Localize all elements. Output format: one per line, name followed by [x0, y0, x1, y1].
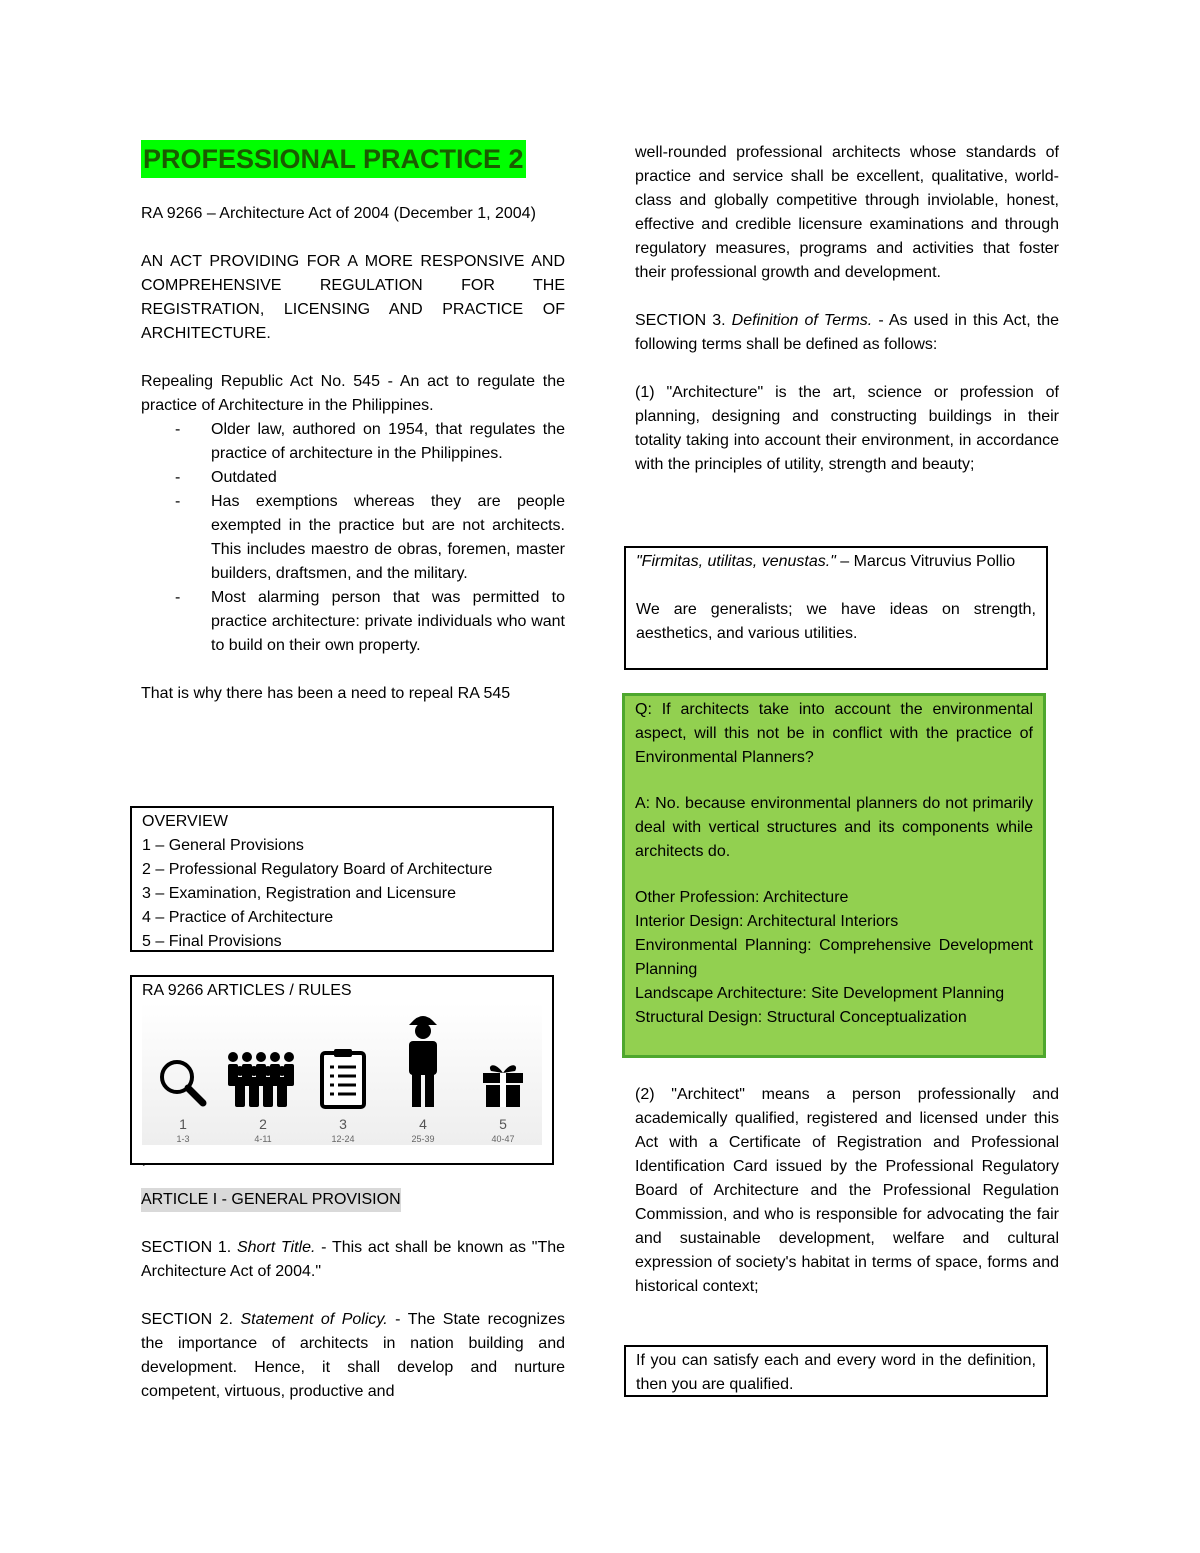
list-item: - Outdated [211, 466, 565, 490]
overview-item: 2 – Professional Regulatory Board of Architecture [142, 861, 493, 878]
section-1-text: - This act shall be known as "The Architecture Act of 2004." [141, 1239, 566, 1280]
stray-tick: ` [141, 1161, 146, 1177]
definition-1: (1) "Architecture" is the art, science or profession of planning, designing and constructing buildings in their totality taking into account their environment, in accordance with the principles of utility, strength and beauty; [635, 384, 1059, 473]
article-number: 4 [419, 1116, 427, 1132]
section-1 [141, 1236, 565, 1284]
act-title: AN ACT PROVIDING FOR A MORE RESPONSIVE AND COMPREHENSIVE REGULATION FOR THE REGISTRATION, LICENSING AND PRACTICE OF ARCHITECTURE. [141, 253, 565, 342]
section-2 [141, 1308, 565, 1404]
section-3-text: - As used in this Act, the following terms shall be defined as follows: [635, 312, 1060, 353]
repeal-intro: Repealing Republic Act No. 545 - An act to regulate the practice of Architecture in the Philippines. [141, 373, 565, 414]
qualified-box [624, 1345, 1048, 1397]
quote-author: – Marcus Vitruvius Pollio [835, 553, 1016, 570]
overview-heading: OVERVIEW [142, 813, 228, 830]
section-1-term: Short Title. [236, 1239, 316, 1256]
definition-2: (2) "Architect" means a person professionally and academically qualified, registered and licensed under this Act with a Certificate of Registration and Professional Identification Card issued by the Professional Regulatory Board of Architecture and the Professional Regulation Commission, and who is responsible for advocating the fair and sustainable development, welfare and cultural expression of society's habitat in terms of space, forms and historical context; [635, 1086, 1059, 1295]
qa-box [622, 693, 1046, 1058]
article-range: 12-24 [331, 1134, 355, 1144]
policy-continuation: well-rounded professional architects whose standards of practice and service shall be excellent, qualitative, world-class and globally competitive through inviolable, honest, effective and credible licensure examinations and through regulatory measures, programs and activities that foster their professional growth and development. [635, 144, 1059, 281]
qa-answer: A: No. because environmental planners do not primarily deal with vertical structures and its components while architects do. [635, 795, 1033, 860]
article-number: 5 [499, 1116, 507, 1132]
section-3-label: SECTION 3. [635, 312, 726, 329]
article-number: 1 [179, 1116, 187, 1132]
overview-box [130, 806, 554, 952]
left-lower-column [141, 1188, 565, 1404]
worker-with-hardhat-icon [403, 1009, 443, 1109]
section-3 [635, 309, 1059, 357]
list-item: - Has exemptions whereas they are people exempted in the practice but are not architects. This includes maestro de obras, foremen, master builders, draftsmen, and the military. [211, 490, 565, 586]
list-item: - Older law, authored on 1954, that regulates the practice of architecture in the Philippines. [211, 418, 565, 466]
overview-item: 3 – Examination, Registration and Licensure [142, 885, 456, 902]
article-heading: ARTICLE I - GENERAL PROVISION [141, 1188, 401, 1212]
qualified-note: If you can satisfy each and every word in the definition, then you are qualified. [636, 1352, 1036, 1393]
qa-question: Q: If architects take into account the environmental aspect, will this not be in conflict with the practice of Environmental Planners? [635, 701, 1033, 766]
article-range: 40-47 [491, 1134, 515, 1144]
article-5 [468, 1059, 538, 1145]
ra-line: RA 9266 – Architecture Act of 2004 (December 1, 2004) [141, 205, 536, 222]
article-range: 4-11 [254, 1134, 272, 1144]
article-1 [148, 1049, 218, 1145]
right-lower-column [635, 1083, 1059, 1299]
quote-text: "Firmitas, utilitas, venustas." [636, 553, 836, 570]
group-of-people-icon [225, 1049, 301, 1109]
overview-item: 4 – Practice of Architecture [142, 909, 334, 926]
section-2-label: SECTION 2. [141, 1311, 233, 1328]
article-range: 25-39 [411, 1134, 435, 1144]
page-title: PROFESSIONAL PRACTICE 2 [141, 140, 526, 178]
gift-box-icon [481, 1059, 525, 1109]
articles-icon-strip [142, 1003, 542, 1145]
qa-line: Other Profession: Architecture [635, 889, 849, 906]
article-number: 3 [339, 1116, 347, 1132]
repeal-conclusion: That is why there has been a need to repeal RA 545 [141, 685, 511, 702]
qa-line: Interior Design: Architectural Interiors [635, 913, 899, 930]
article-number: 2 [259, 1116, 267, 1132]
article-2 [228, 1049, 298, 1145]
qa-line: Landscape Architecture: Site Development Planning [635, 985, 1005, 1002]
qa-line: Environmental Planning: Comprehensive Development Planning [635, 937, 1033, 978]
article-range: 1-3 [176, 1134, 190, 1144]
overview-item: 1 – General Provisions [142, 837, 304, 854]
right-column [635, 141, 1059, 477]
left-column [141, 140, 565, 706]
quote-note: We are generalists; we have ideas on strength, aesthetics, and various utilities. [636, 601, 1036, 642]
quote-line [636, 550, 1036, 574]
repeal-bullet-list [141, 418, 565, 658]
qa-line: Structural Design: Structural Conceptualization [635, 1009, 967, 1026]
section-2-term: Statement of Policy. [240, 1311, 388, 1328]
section-3-term: Definition of Terms. [731, 312, 873, 329]
quote-box [624, 546, 1048, 670]
magnifier-icon [155, 1049, 211, 1109]
list-item: - Most alarming person that was permitted to practice architecture: private individuals who want to build on their own property. [211, 586, 565, 658]
article-4 [388, 1009, 458, 1145]
articles-box [130, 975, 554, 1165]
overview-item: 5 – Final Provisions [142, 933, 282, 950]
section-1-label: SECTION 1. [141, 1239, 232, 1256]
checklist-icon [318, 1047, 368, 1109]
section-2-text: - The State recognizes the importance of architects in nation building and development. Hence, it shall develop and nurture competent, virtuous, productive and [141, 1311, 565, 1400]
articles-heading: RA 9266 ARTICLES / RULES [142, 982, 352, 999]
article-3 [308, 1047, 378, 1145]
